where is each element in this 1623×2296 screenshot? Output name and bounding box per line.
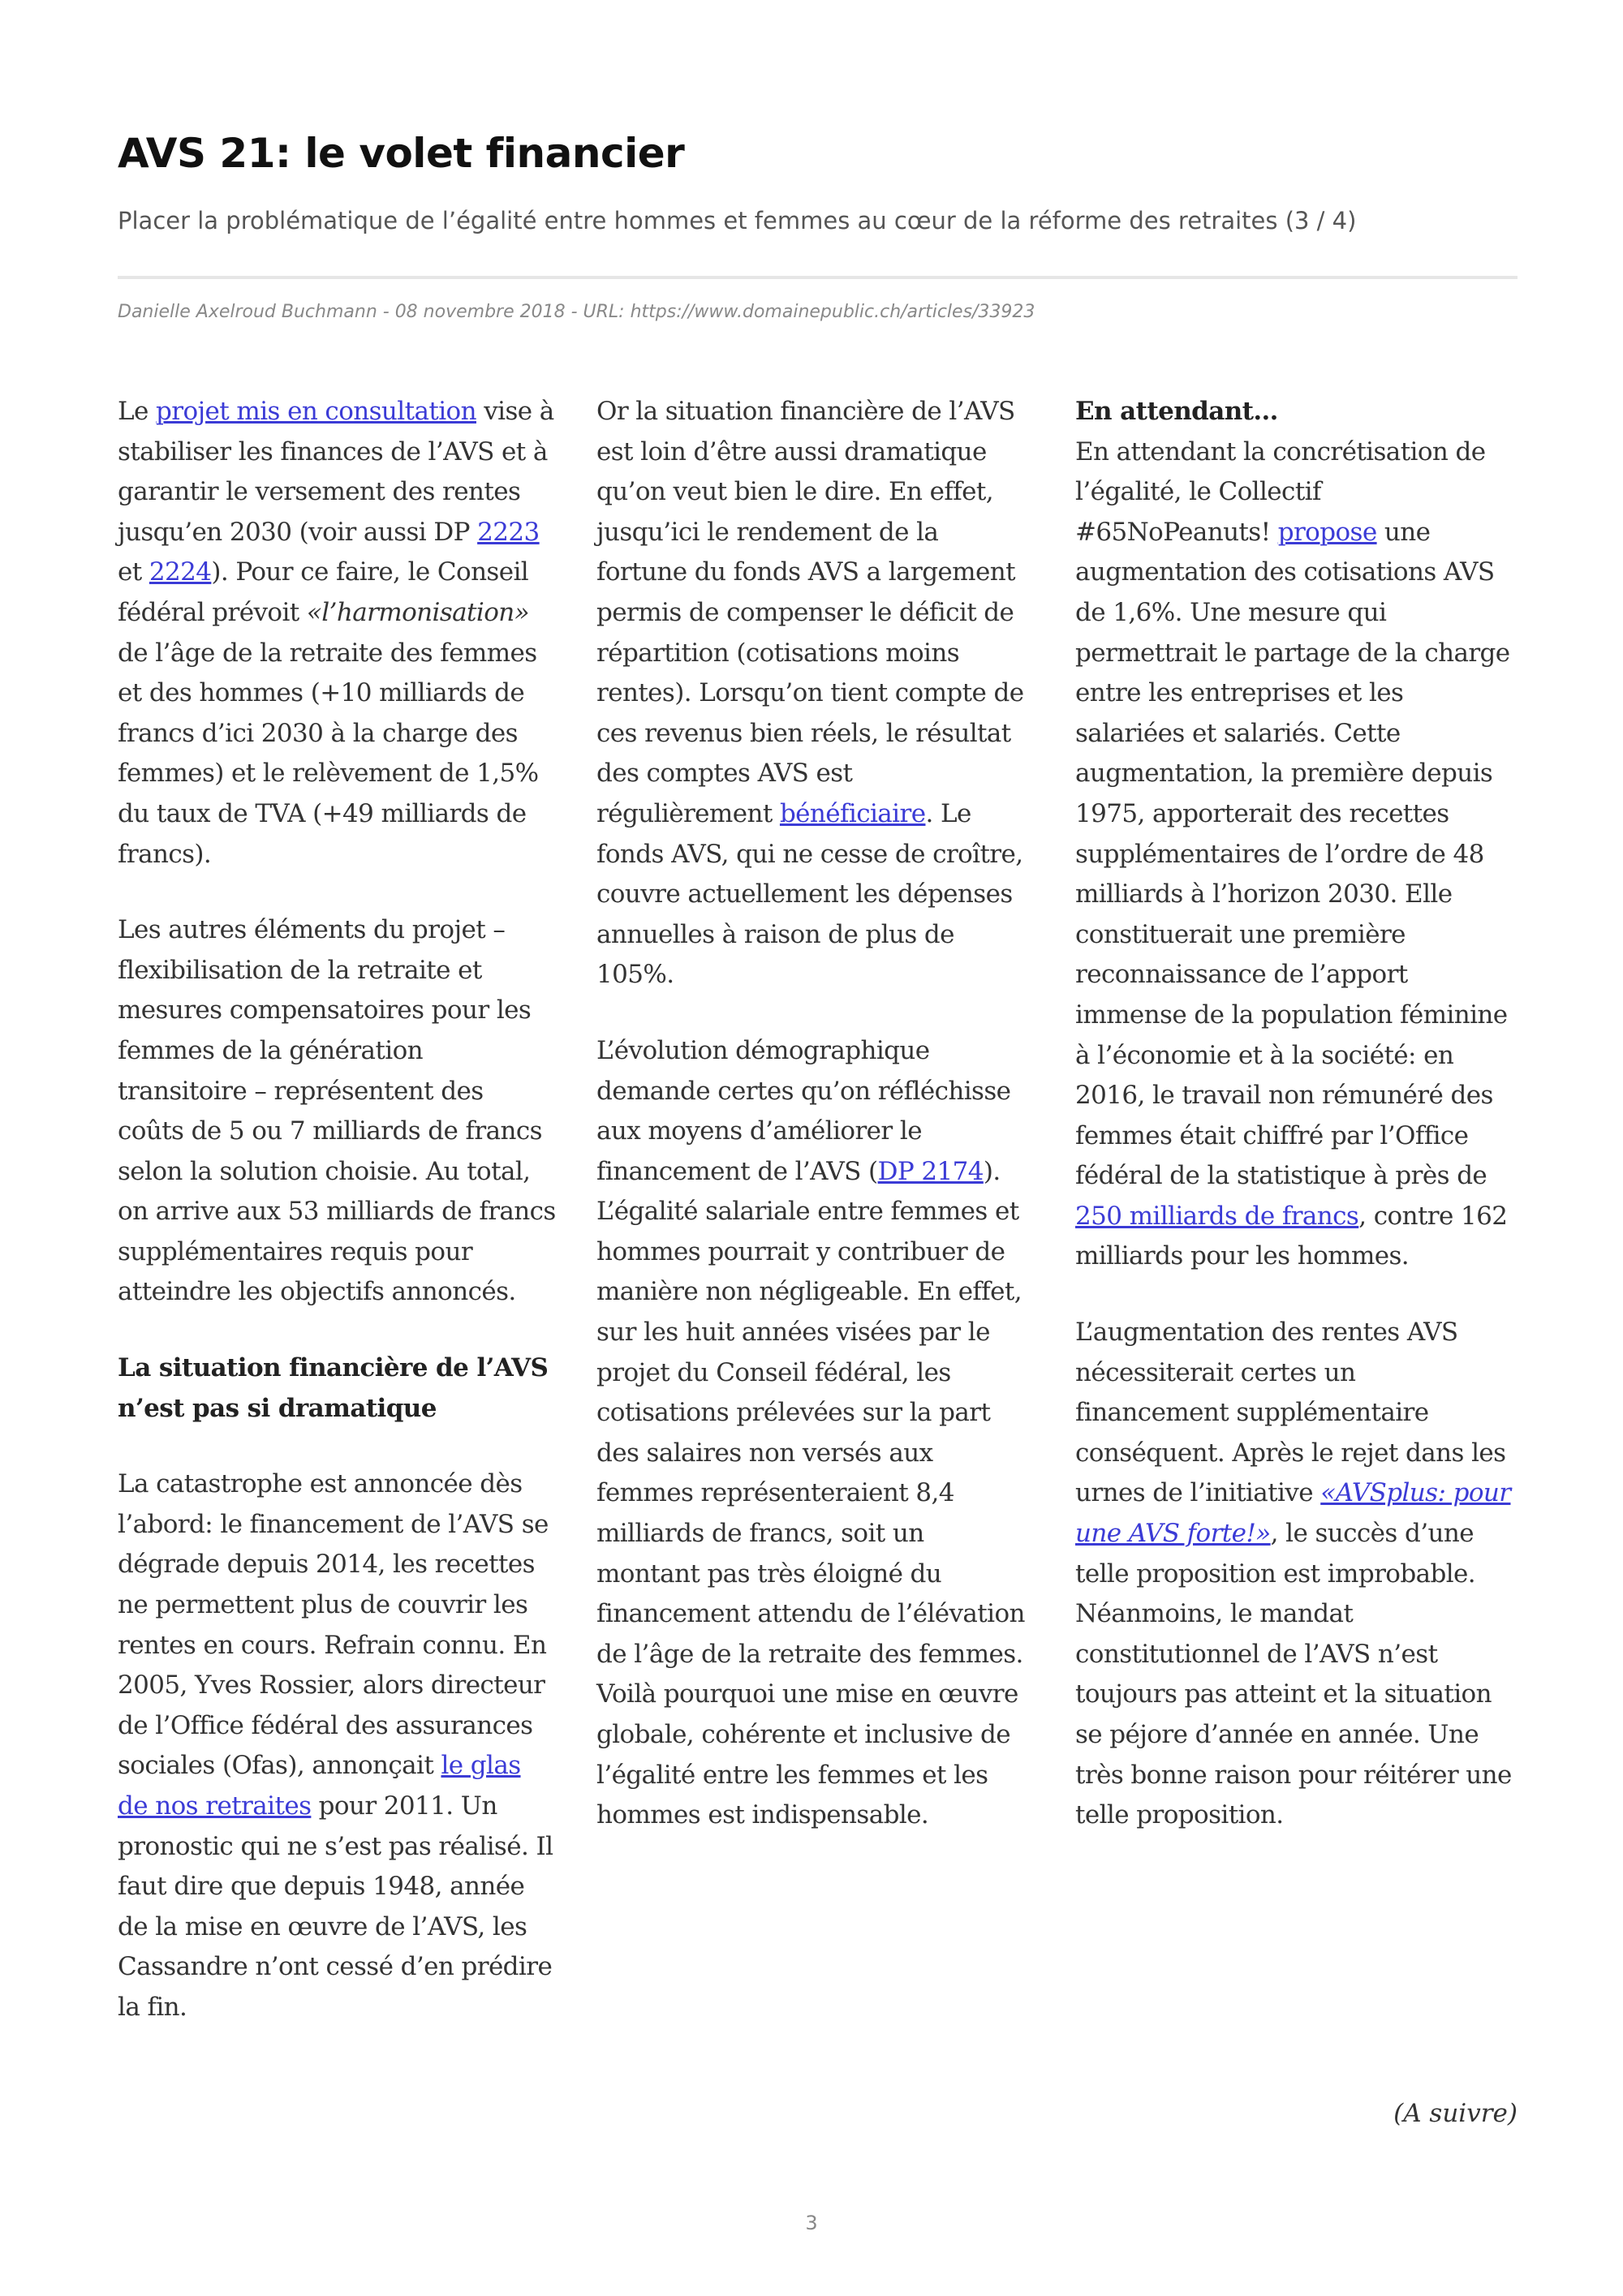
section-heading-en-attendant: En attendant… [1075,397,1278,426]
article-meta: Danielle Axelroud Buchmann - 08 novembre 2018 - URL: https://www.domainepublic.ch/articles/33923 [118,302,1035,322]
link-projet-consultation[interactable]: projet mis en consultation [156,397,476,426]
paragraph-3: La catastrophe est annoncée dès l’abord: le financement de l’AVS se dégrade depuis 2014, les recettes ne permettent plus de couvrir les rentes en cours. Refrain connu. En 2005, Yves Rossier, alors directeur de l’Office fédéral des assurances sociales (Ofas), annonçait le glas de nos retraites pour 2011. Un pronostic qui ne s’est pas réalisé. Il faut dire que depuis 1948, année de la mise en œuvre de l’AVS, les Cassandre n’ont cessé d’en prédire la fin. [118,1469,553,2022]
page-number: 3 [805,2212,818,2234]
link-beneficiaire[interactable]: bénéficiaire [779,798,926,828]
link-dp-2224[interactable]: 2224 [149,557,212,587]
paragraph-5: L’évolution démographique demande certes qu’on réfléchisse aux moyens d’améliorer le financement de l’AVS (DP 2174). L’égalité salariale entre femmes et hommes pourrait y contribuer de manière non négligeable. En effet, sur les huit années visées par le projet du Conseil fédéral, les cotisations prélevées sur la part des salaires non versés aux femmes représenteraient 8,4 milliards de francs, soit un montant pas très éloigné du financement attendu de l’élévation de l’âge de la retraite des femmes. Voilà pourquoi une mise en œuvre globale, cohérente et inclusive de l’égalité entre les femmes et les hommes est indispensable. [596,1035,1025,1830]
column-1 [118,392,556,2028]
paragraph-1: Le projet mis en consultation vise à stabiliser les finances de l’AVS et à garantir le versement des rentes jusqu’en 2030 (voir aussi DP 2223 et 2224). Pour ce faire, le Conseil fédéral prévoit «l’harmonisation» de l’âge de la retraite des femmes et des hommes (+10 milliards de francs d’ici 2030 à la charge des femmes) et le relèvement de 1,5% du taux de TVA (+49 milliards de francs). [118,397,554,869]
article-title: AVS 21: le volet financier [118,130,685,177]
header-divider [118,276,1518,279]
paragraph-7: L’augmentation des rentes AVS nécessiterait certes un financement supplémentaire conséquent. Après le rejet dans les urnes de l’initiative «AVSplus: pour une AVS forte!», le succès d’une telle proposition est improbable. Néanmoins, le mandat constitutionnel de l’AVS n’est toujours pas atteint et la situation se péjore d’année en année. Une très bonne raison pour réitérer une telle proposition. [1075,1318,1512,1830]
article-subtitle: Placer la problématique de l’égalité entre hommes et femmes au cœur de la réforme des retraites (3 / 4) [118,207,1357,234]
link-dp-2223[interactable]: 2223 [477,517,540,547]
link-propose[interactable]: propose [1277,517,1377,547]
column-3 [1075,392,1513,1872]
link-avsplus[interactable]: «AVSplus: pour une AVS forte!» [1075,1478,1511,1549]
paragraph-4: Or la situation financière de l’AVS est loin d’être aussi dramatique qu’on veut bien le dire. En effet, jusqu’ici le rendement de la fortune du fonds AVS a largement permis de compenser le déficit de répartition (cotisations moins rentes). Lorsqu’on tient compte de ces revenus bien réels, le résultat des comptes AVS est régulièrement bénéficiaire. Le fonds AVS, qui ne cesse de croître, couvre actuellement les dépenses annuelles à raison de plus de 105%. [596,397,1024,990]
link-250-milliards[interactable]: 250 milliards de francs [1075,1201,1359,1231]
link-dp-2174[interactable]: DP 2174 [877,1156,984,1186]
link-glas-retraites[interactable]: le glas de nos retraites [118,1751,521,1821]
a-suivre-note: (A suivre) [1393,2099,1518,2128]
paragraph-6: En attendant la concrétisation de l’égalité, le Collectif #65NoPeanuts! propose une augmentation des cotisations AVS de 1,6%. Une mesure qui permettrait le partage de la charge entre les entreprises et les salariées et salariés. Cette augmentation, la première depuis 1975, apporterait des recettes supplémentaires de l’ordre de 48 milliards à l’horizon 2030. Elle constituerait une première reconnaissance de l’apport immense de la population féminine à l’économie et à la société: en 2016, le travail non rémunéré des femmes était chiffré par l’Office fédéral de la statistique à près de 250 milliards de francs, contre 162 milliards pour les hommes. [1075,436,1510,1271]
column-2 [596,392,1035,1872]
paragraph-2: Les autres éléments du projet – flexibilisation de la retraite et mesures compensatoires pour les femmes de la génération transitoire – représentent des coûts de 5 ou 7 milliards de francs selon la solution choisie. Au total, on arrive aux 53 milliards de francs supplémentaires requis pour atteindre les objectifs annoncés. [118,915,556,1307]
section-heading-situation: La situation financière de l’AVS n’est pas si dramatique [118,1353,549,1423]
